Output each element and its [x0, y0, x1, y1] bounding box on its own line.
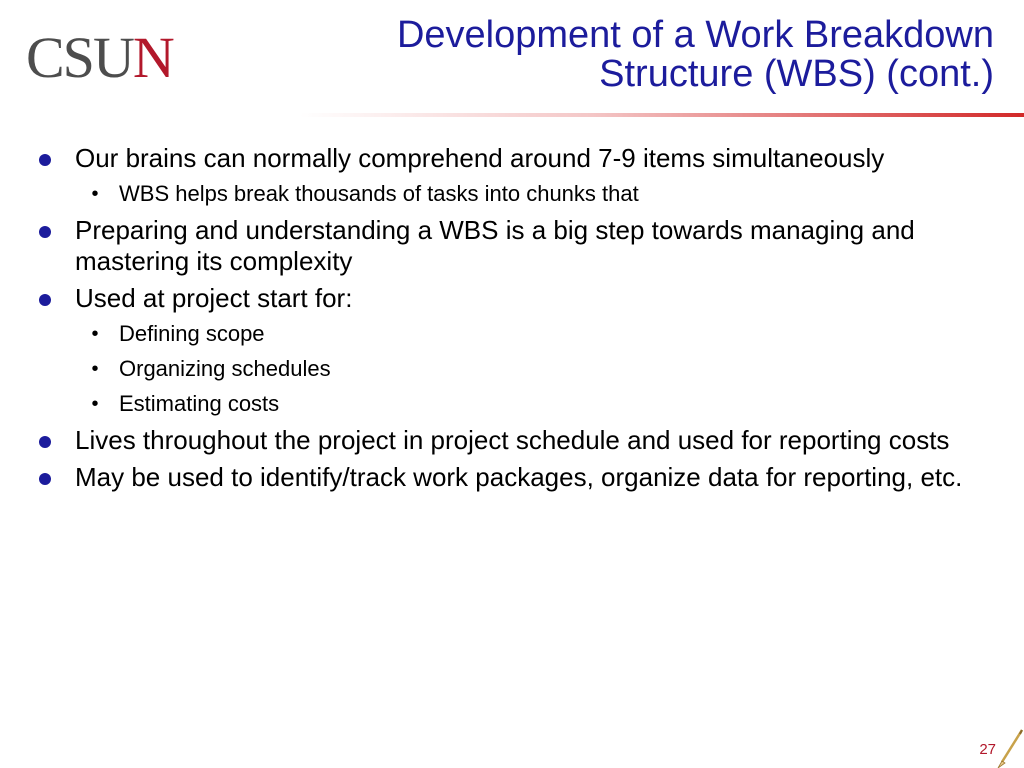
bullet-dot-icon — [39, 226, 51, 238]
sub-bullet-icon: • — [91, 393, 99, 415]
sub-bullet-text: Defining scope — [119, 321, 265, 346]
sub-bullet-icon: • — [91, 183, 99, 205]
pencil-icon — [996, 728, 1024, 768]
csun-logo — [26, 26, 173, 90]
sub-bullet-icon: • — [91, 358, 99, 380]
bullet-dot-icon — [39, 294, 51, 306]
bullet-item — [0, 283, 1024, 314]
sub-bullet-item — [0, 390, 1024, 418]
bullet-dot-icon — [39, 473, 51, 485]
sub-bullet-text: Organizing schedules — [119, 356, 331, 381]
sub-bullet-text: Estimating costs — [119, 391, 280, 416]
sub-bullet-icon: • — [91, 323, 99, 345]
bullet-text: Lives throughout the project in project schedule and used for reporting costs — [75, 425, 950, 455]
sub-bullet-item — [0, 180, 1024, 208]
slide-title-line-2: Structure (WBS) (cont.) — [599, 53, 994, 95]
sub-bullet-item — [0, 355, 1024, 383]
bullet-list — [0, 143, 1024, 499]
bullet-text: Preparing and understanding a WBS is a big step towards managing and mastering its complexity — [75, 215, 915, 276]
title-divider — [300, 113, 1024, 117]
bullet-item — [0, 462, 1024, 493]
bullet-dot-icon — [39, 436, 51, 448]
sub-bullet-text: WBS helps break thousands of tasks into chunks that — [119, 181, 639, 206]
bullet-dot-icon — [39, 154, 51, 166]
bullet-item — [0, 143, 1024, 174]
bullet-item — [0, 215, 1024, 277]
bullet-text: Our brains can normally comprehend around 7-9 items simultaneously — [75, 143, 885, 173]
logo-text-main: CSU — [26, 25, 133, 90]
page-number: 27 — [979, 741, 996, 758]
logo-text-accent: N — [132, 25, 173, 90]
bullet-item — [0, 425, 1024, 456]
bullet-text: May be used to identify/track work packages, organize data for reporting, etc. — [75, 462, 963, 492]
sub-bullet-item — [0, 320, 1024, 348]
slide-title-line-1: Development of a Work Breakdown — [396, 14, 994, 56]
slide-title — [234, 16, 994, 94]
bullet-text: Used at project start for: — [75, 283, 353, 313]
